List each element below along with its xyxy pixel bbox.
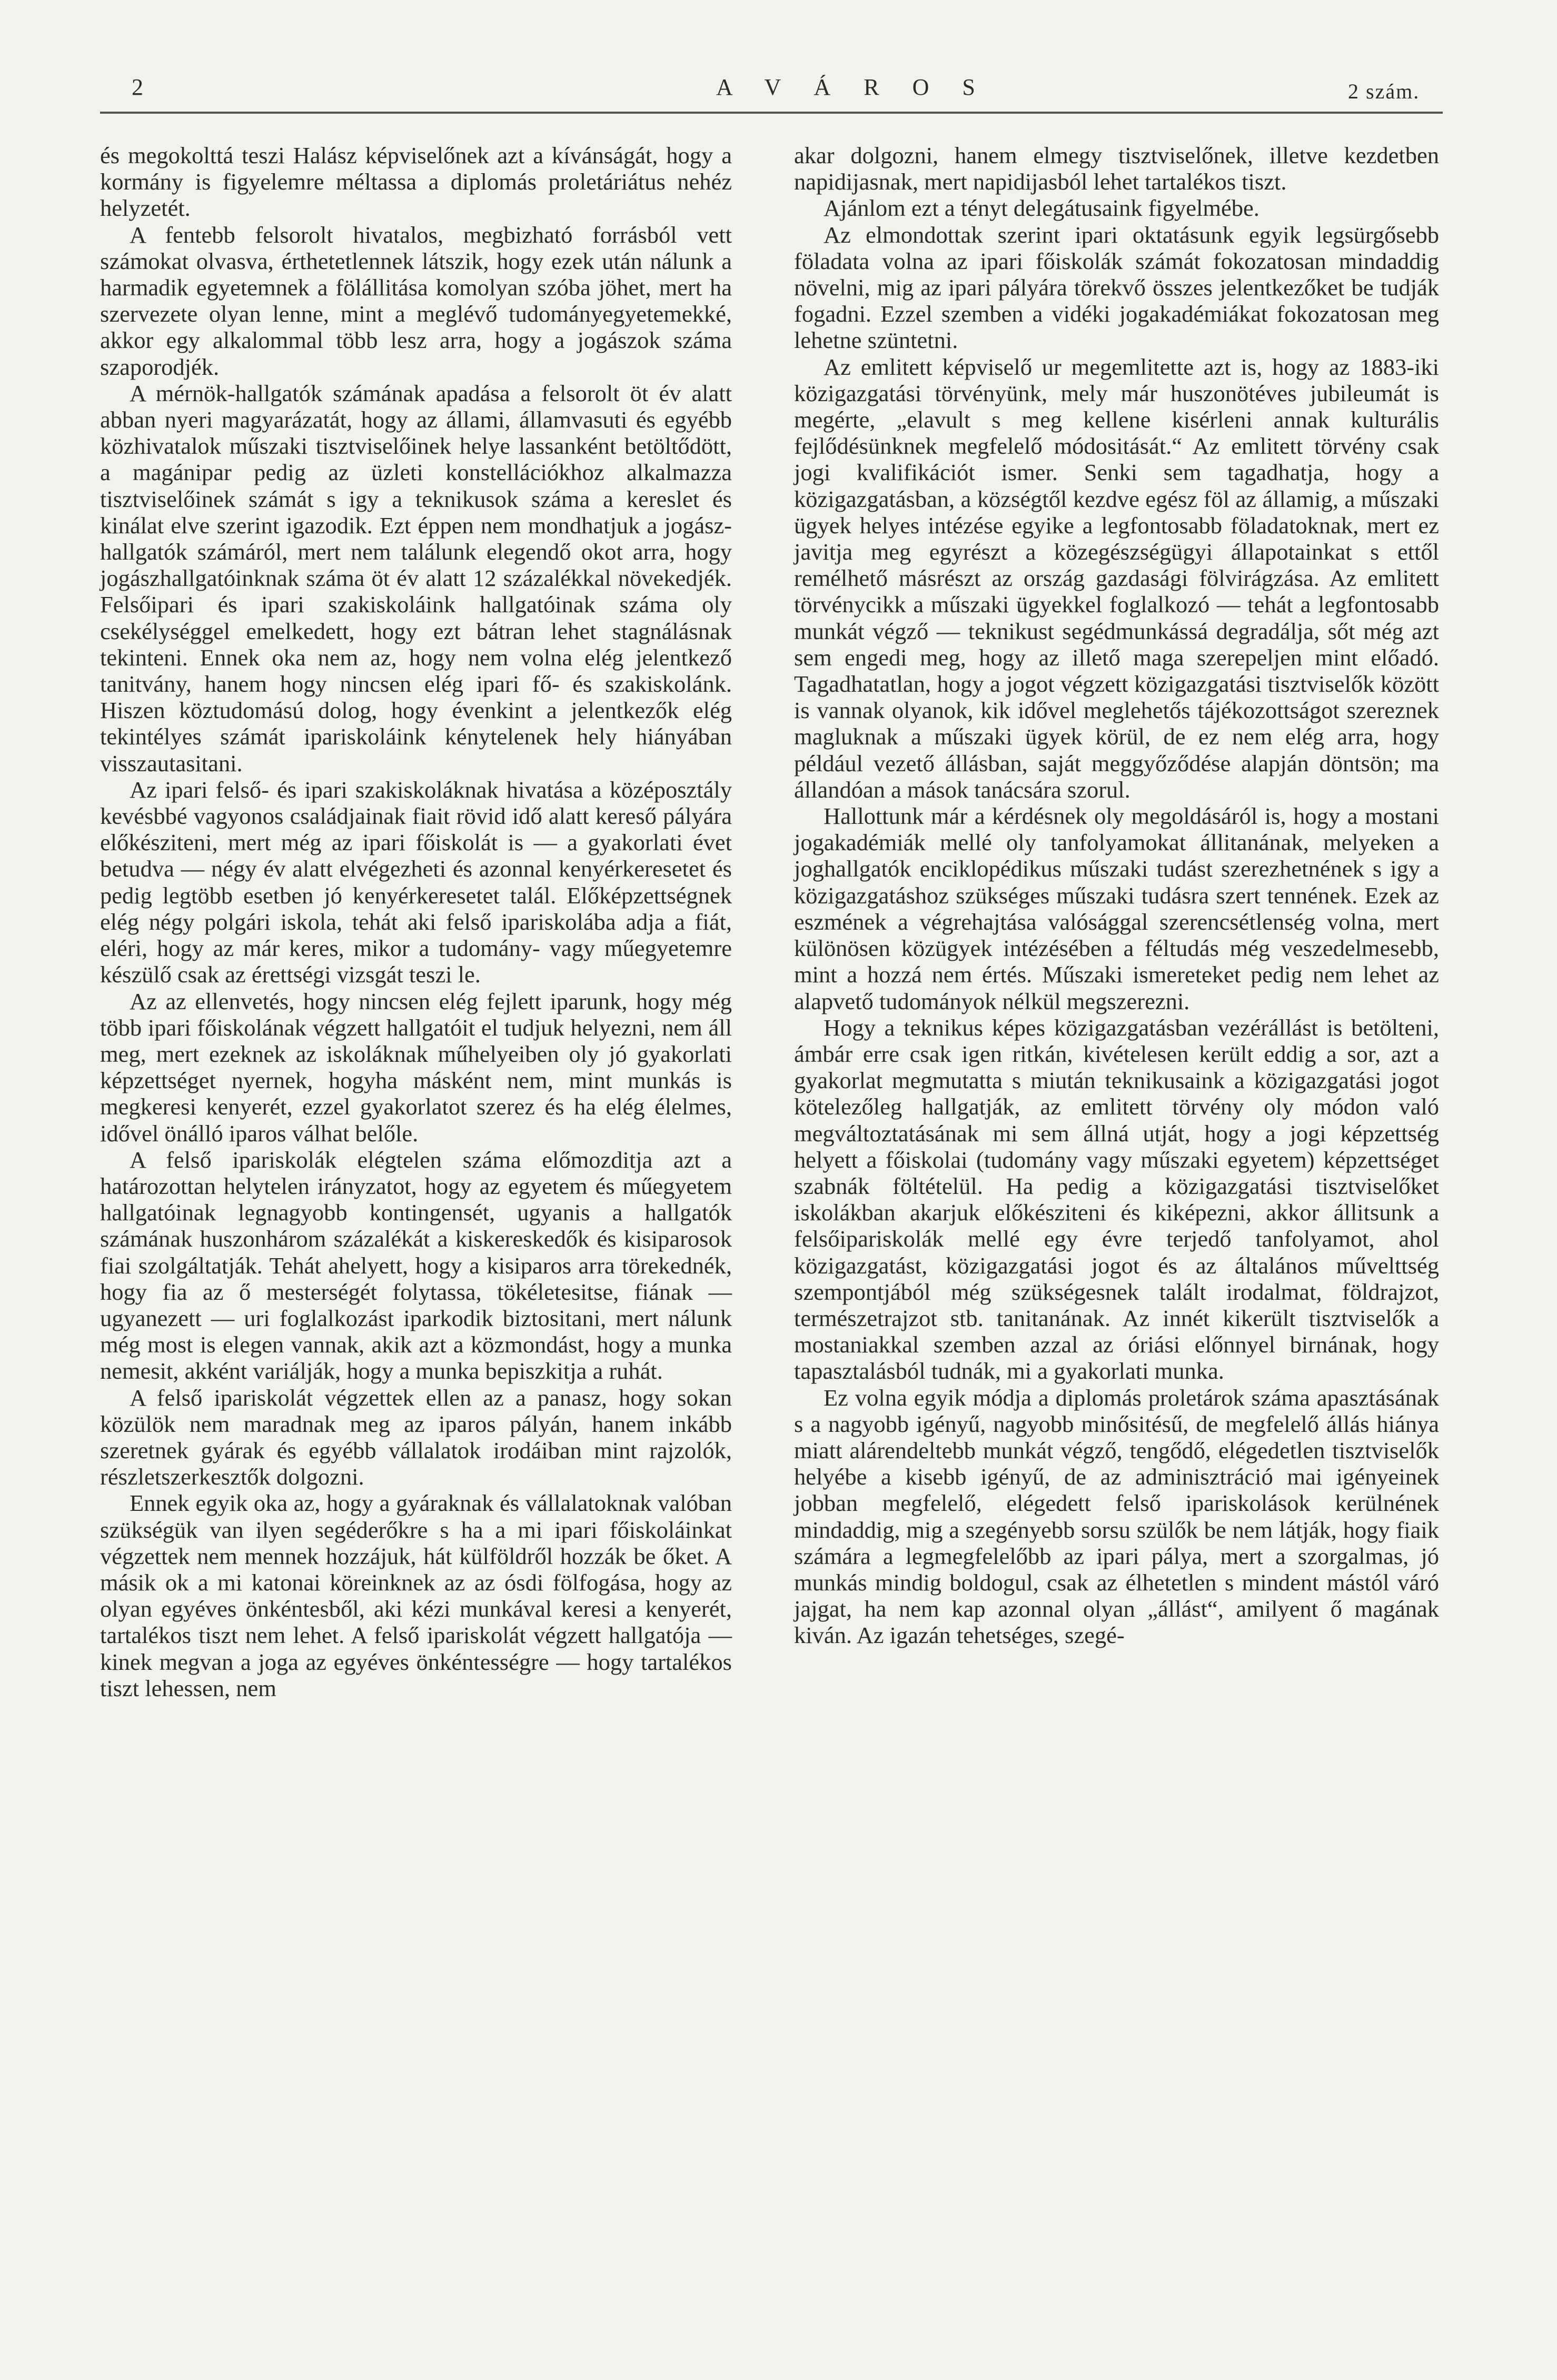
- paragraph: Ennek egyik oka az, hogy a gyáraknak és vállalatoknak valóban szükségük van ilyen segéderőkre s ha a mi ipari főiskoláinkat végzettek nem mennek hozzájuk, hát külföldről hozzák be őket. A másik ok a mi katonai köreinknek az az ósdi fölfogása, hogy az olyan egyéves önkéntesből, aki kézi munkával keresi a kenyerét, tartalékos tiszt nem lehet. A felső ipariskolát végzett hallgatója — kinek megvan a joga az egyéves önkéntességre — hogy tartalékos tiszt lehessen, nem: [100, 1490, 732, 1701]
- paragraph: A fentebb felsorolt hivatalos, megbizható forrásból vett számokat olvasva, érthetetlennek látszik, hogy ezek után nálunk a harmadik egyetemnek a fölállitása komolyan szóba jöhet, mert ha szervezete olyan lenne, mint a meglévő tudományegyetemekké, akkor egy alkalommal több lesz arra, hogy a jogászok száma szaporodjék.: [100, 221, 732, 380]
- paragraph: Az ipari felső- és ipari szakiskoláknak hivatása a középosztály kevésbbé vagyonos családjainak fiait rövid idő alatt kereső pályára előkésziteni, mert még az ipari főiskolát is — a gyakorlati évet betudva — négy év alatt elvégezheti és azonnal kenyérkeresetet és pedig legtöbb esetben jó kenyérkeresetet talál. Előképzettségnek elég négy polgári iskola, tehát aki felső ipariskolába adja a fiát, eléri, hogy az már keres, mikor a tudomány- vagy műegyetemre készülő csak az érettségi vizsgát teszi le.: [100, 776, 732, 988]
- paragraph: és megokolttá teszi Halász képviselőnek azt a kívánságát, hogy a kormány is figyelemre méltassa a diplomás proletáriátus nehéz helyzetét.: [100, 142, 732, 222]
- paragraph: Az elmondottak szerint ipari oktatásunk egyik legsürgősebb föladata volna az ipari főiskolák számát fokozatosan mindaddig növelni, mig az ipari pályára törekvő összes jelentkezőket be tudják fogadni. Ezzel szemben a vidéki jogakadémiákat fokozatosan meg lehetne szüntetni.: [794, 221, 1439, 354]
- paragraph: akar dolgozni, hanem elmegy tisztviselőnek, illetve kezdetben napidijasnak, mert napidijasból lehet tartalékos tiszt.: [794, 142, 1439, 195]
- header-rule: [100, 112, 1443, 114]
- issue-number: 2 szám.: [1348, 79, 1420, 103]
- paragraph: A felső ipariskolák elégtelen száma előmozditja azt a határozottan helytelen irányzatot, hogy az egyetem és műegyetem hallgatóinak legnagyobb kontingensét, ugyanis a hallgatók számának huszonhárom százalékát a kiskereskedők és kisiparosok fiai szolgáltatják. Tehát ahelyett, hogy a kisiparos arra törekednék, hogy fia az ő mesterségét folytassa, tökéletesitse, fiának — ugyanezett — uri foglalkozást iparkodik biztositani, mert nálunk még most is elegen vannak, akik azt a közmondást, hogy a munka nemesit, akként variálják, hogy a munka bepiszkitja a ruhát.: [100, 1146, 732, 1385]
- paragraph: Az emlitett képviselő ur megemlitette azt is, hogy az 1883-iki közigazgatási törvényünk, mely már huszonötéves jubileumát is megérte, „elavult s meg kellene kisérleni annak kulturális fejlődésünknek megfelelő módositását.“ Az emlitett törvény csak jogi kvalifikációt ismer. Senki sem tagadhatja, hogy a közigazgatásban, a községtől kezdve egész föl az államig, a műszaki ügyek helyes intézése egyike a legfontosabb föladatoknak, mert ez javitja meg egyrészt a közegészségügyi állapotainkat s ettől remélhető másrészt az ország gazdasági fölvirágzása. Az emlitett törvénycikk a műszaki ügyekkel foglalkozó — tehát a legfontosabb munkát végző — teknikust segédmunkássá degradálja, sőt még azt sem engedi meg, hogy az illető maga szerepeljen mint előadó. Tagadhatatlan, hogy a jogot végzett közigazgatási tisztviselők között is vannak olyanok, kik idővel meglehetős tájékozottságot szereznek magluknak a műszaki ügyek körül, de ez nem elég arra, hogy például vezető állásban, saját meggyőződése alapján döntsön; ma állandóan a mások tanácsára szorul.: [794, 353, 1439, 803]
- paragraph: Hallottunk már a kérdésnek oly megoldásáról is, hogy a mostani jogakadémiák mellé oly tanfolyamokat állitanának, melyeken a joghallgatók enciklopédikus műszaki tudást szerezhetnének s igy a közigazgatáshoz szükséges műszaki tudásra szert tennének. Ezek az eszmének a végrehajtása valósággal szerencsétlenség volna, mert különösen közügyek intézésében a féltudás még veszedelmesebb, mint a hozzá nem értés. Műszaki ismereteket pedig nem lehet az alapvető tudományok nélkül megszerezni.: [794, 803, 1439, 1014]
- page-number: 2: [132, 74, 144, 100]
- paragraph: Ajánlom ezt a tényt delegátusaink figyelmébe.: [824, 195, 1260, 222]
- right-column: [794, 142, 1439, 1649]
- newspaper-title: A V Á R O S: [716, 74, 989, 100]
- paragraph: Ez volna egyik módja a diplomás proletárok száma apasztásának s a nagyobb igényű, nagyobb minősitésű, de megfelelő állás hiánya miatt alárendeltebb munkát végző, tengődő, elégedetlen tisztviselők helyébe a kisebb igényű, de az adminisztráció mai igényeinek jobban megfelelő, elégedett felső ipariskolások kerülnének mindaddig, mig a szegényebb sorsu szülők be nem látják, hogy fiaik számára a legmegfelelőbb az ipari pálya, mert a szorgalmas, jó munkás mindig boldogul, csak az élhetetlen s mindent mástól váró jajgat, ha nem kap azonnal olyan „állást“, amilyent ő magának kiván. Az igazán tehetséges, szegé-: [794, 1384, 1439, 1649]
- paragraph: A felső ipariskolát végzettek ellen az a panasz, hogy sokan közülök nem maradnak meg az iparos pályán, hanem inkább szeretnek gyárak és egyébb vállalatok irodáiban mint rajzolók, részletszerkesztők dolgozni.: [100, 1384, 732, 1490]
- paragraph: Hogy a teknikus képes közigazgatásban vezérállást is betölteni, ámbár erre csak igen ritkán, kivételesen került eddig a sor, azt a gyakorlat megmutatta s miután teknikusaink a közigazgatási jogot kötelezőleg hallgatják, az emlitett törvény oly módon való megváltoztatásának mi sem állná utját, hogy a jogi képzettség helyett a főiskolai (tudomány vagy műszaki egyetem) képzettséget szabnák föltételül. Ha pedig a közigazgatási tisztviselőket iskolákban akarjuk előkésziteni és kiképezni, akkor állitsunk a felsőipariskolák mellé egy évre terjedő tanfolyamot, ahol közigazgatást, közigazgatási jogot és az általános művelttség szempontjából még szükségesnek talált irodalmat, földrajzot, természetrajzot stb. tanitanának. Az innét kikerült tisztviselők a mostaniakkal szemben azzal az óriási előnnyel birnának, hogy tapasztalásból tudnák, mi a gyakorlati munka.: [794, 1014, 1439, 1385]
- paragraph: Az az ellenvetés, hogy nincsen elég fejlett iparunk, hogy még több ipari főiskolának végzett hallgatóit el tudjuk helyezni, nem áll meg, mert ezeknek az iskoláknak műhelyeiben oly jó gyakorlati képzettséget nyernek, hogyha másként nem, mint munkás is megkeresi kenyerét, ezzel gyakorlatot szerez és ha elég élelmes, idővel önálló iparos válhat belőle.: [100, 988, 732, 1147]
- left-column: [100, 142, 732, 1701]
- page-header: [0, 0, 1557, 121]
- paragraph: A mérnök-hallgatók számának apadása a felsorolt öt év alatt abban nyeri magyarázatát, hogy az állami, államvasuti és egyébb közhivatalok műszaki tisztviselőinek helye lassanként betöltődött, a magánipar pedig az üzleti konstellációkhoz alkalmazza tisztviselőinek számát s igy a teknikusok száma a kereslet és kinálat elve szerint igazodik. Ezt éppen nem mondhatjuk a jogász-hallgatók számáról, mert nem találunk elegendő okot arra, hogy jogászhallgatóinknak száma öt év alatt 12 százalékkal növekedjék. Felsőipari és ipari szakiskoláink hallgatóinak száma oly csekélységgel emelkedett, hogy ezt bátran lehet stagnálásnak tekinteni. Ennek oka nem az, hogy nem volna elég jelentkező tanitvány, hanem hogy nincsen elég ipari fő- és szakiskolánk. Hiszen köztudomású dolog, hogy évenkint a jelentkezők elég tekintélyes számát ipariskoláink kénytelenek hely hiányában visszautasitani.: [100, 380, 732, 776]
